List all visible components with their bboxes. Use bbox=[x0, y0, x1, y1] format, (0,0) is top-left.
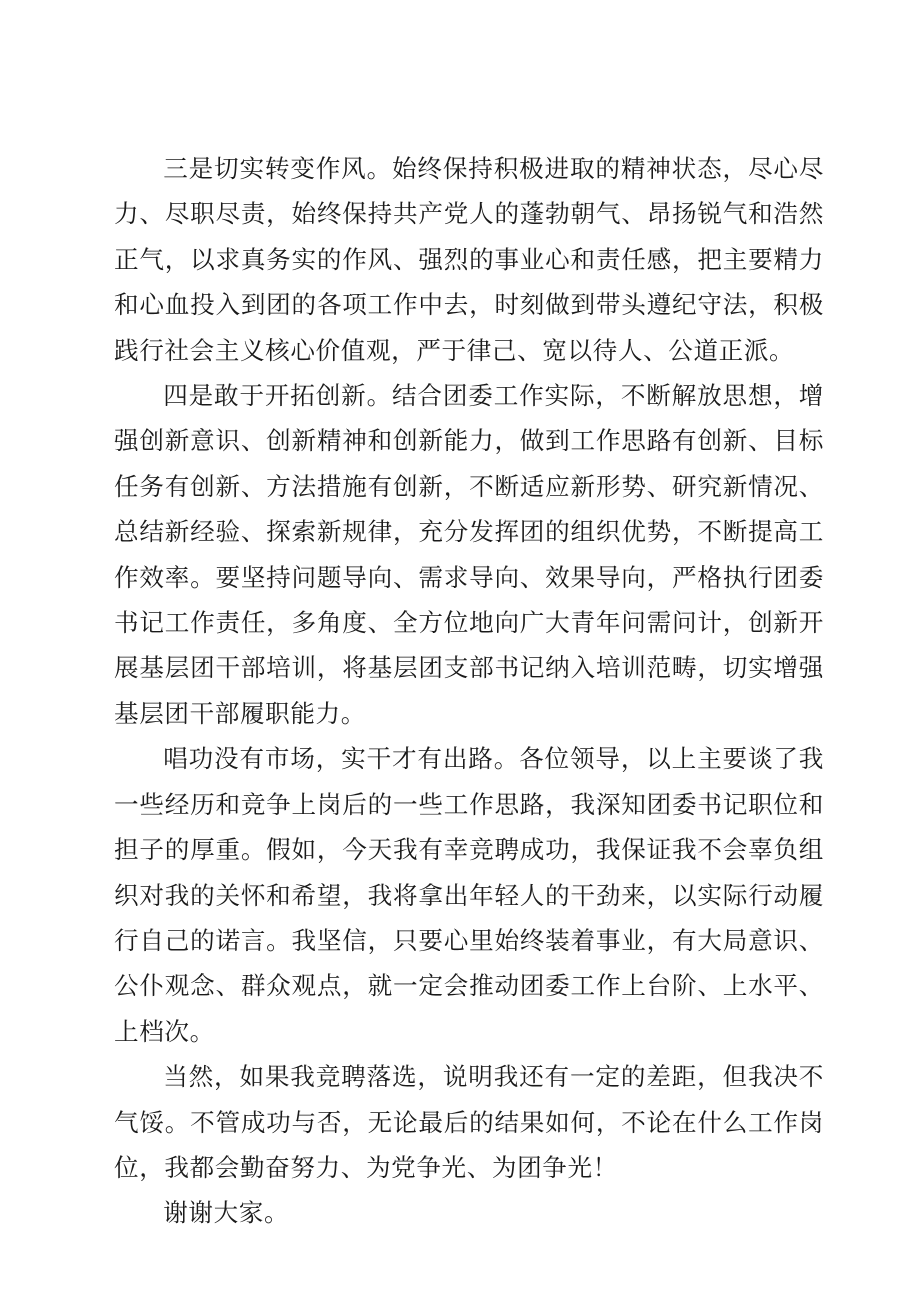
paragraph-commitment: 唱功没有市场，实干才有出路。各位领导，以上主要谈了我一些经历和竞争上岗后的一些工作思路，我深知团委书记职位和担子的厚重。假如，今天我有幸竞聘成功，我保证我不会辜负组织对我的关怀和希望，我将拿出年轻人的干劲来，以实际行动履行自己的诺言。我坚信，只要心里始终装着事业，有大局意识、公仆观念、群众观点，就一定会推动团委工作上台阶、上水平、上档次。 bbox=[114, 744, 824, 1046]
paragraph-innovation: 四是敢于开拓创新。结合团委工作实际，不断解放思想，增强创新意识、创新精神和创新能力，做到工作思路有创新、目标任务有创新、方法措施有创新，不断适应新形势、研究新情况、总结新经验、探索新规律，充分发挥团的组织优势，不断提高工作效率。要坚持问题导向、需求导向、效果导向，严格执行团委书记工作责任，多角度、全方位地向广大青年问需问计，创新开展基层团干部培训，将基层团支部书记纳入培训范畴，切实增强基层团干部履职能力。 bbox=[114, 381, 824, 728]
paragraph-work-style: 三是切实转变作风。始终保持积极进取的精神状态，尽心尽力、尽职尽责，始终保持共产党人的蓬勃朝气、昂扬锐气和浩然正气，以求真务实的作风、强烈的事业心和责任感，把主要精力和心血投入到团的各项工作中去，时刻做到带头遵纪守法，积极践行社会主义核心价值观，严于律己、宽以待人、公道正派。 bbox=[114, 154, 824, 365]
document-body bbox=[114, 146, 824, 1236]
paragraph-thanks: 谢谢大家。 bbox=[163, 1198, 290, 1228]
paragraph-outcome: 当然，如果我竞聘落选，说明我还有一定的差距，但我决不气馁。不管成功与否，无论最后的结果如何，不论在什么工作岗位，我都会勤奋努力、为党争光、为团争光！ bbox=[114, 1062, 824, 1182]
